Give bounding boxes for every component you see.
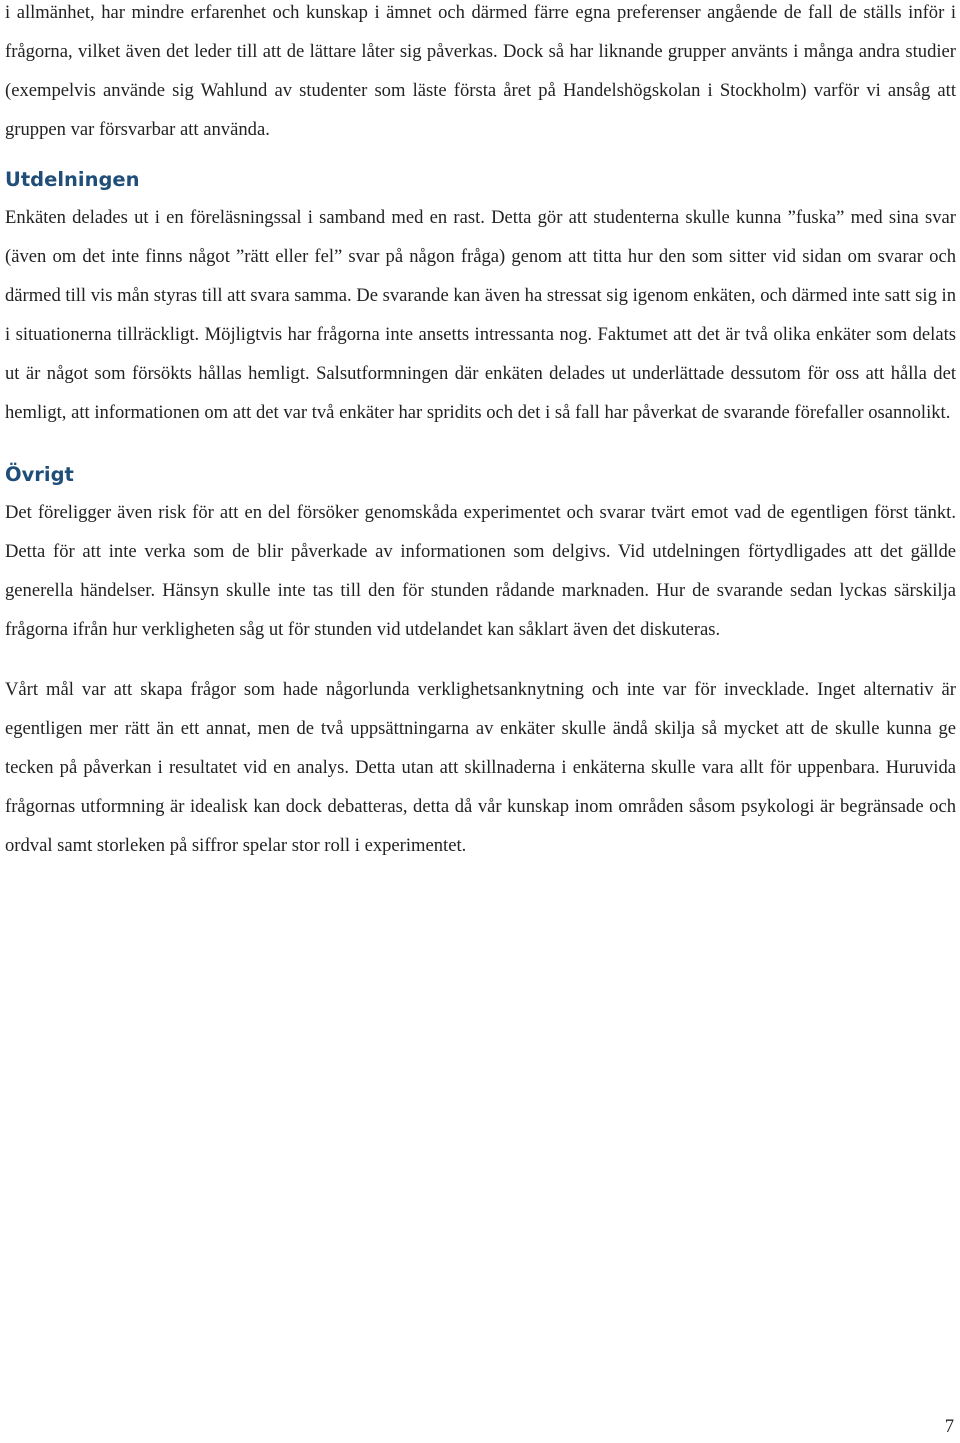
paragraph-spacer bbox=[5, 649, 956, 670]
paragraph-ovrigt-1: Det föreligger även risk för att en del försöker genomskåda experimentet och svarar tvärt emot vad de egentligen först tänkt. Detta för att inte verka som de blir påverkade av informationen som delgivs. Vid utdelningen förtydligades att det gällde generella händelser. Hänsyn skulle inte tas till den för stunden rådande marknaden. Hur de svarande sedan lyckas särskilja frågorna ifrån hur verkligheten såg ut för stunden vid utdelandet kan såklart även det diskuteras. bbox=[5, 502, 956, 640]
page-number: 7 bbox=[944, 1416, 954, 1437]
heading-utdelningen: Utdelningen bbox=[5, 168, 140, 191]
document-page bbox=[5, 0, 956, 865]
paragraph-ovrigt-2: Vårt mål var att skapa frågor som hade någorlunda verklighetsanknytning och inte var för invecklade. Inget alternativ är egentligen mer rätt än ett annat, men de två uppsättningarna av enkäter skulle ändå skilja så mycket att de skulle kunna ge tecken på påverkan i resultatet vid en analys. Detta utan att skillnaderna i enkäterna skulle vara allt för uppenbara. Huruvida frågornas utformning är idealisk kan dock debatteras, detta då vår kunskap inom områden såsom psykologi är begränsade och ordval samt storleken på siffror spelar stor roll i experimentet. bbox=[5, 679, 956, 856]
paragraph-utdelningen: Enkäten delades ut i en föreläsningssal i samband med en rast. Detta gör att studenterna skulle kunna ”fuska” med sina svar (även om det inte finns något ”rätt eller fel” svar på någon fråga) genom att titta hur den som sitter vid sidan om svarar och därmed till vis mån styras till att svara samma. De svarande kan även ha stressat sig igenom enkäten, och därmed inte satt sig in i situationerna tillräckligt. Möjligtvis har frågorna inte ansetts intressanta nog. Faktumet att det är två olika enkäter som delats ut är något som försökts hållas hemligt. Salsutformningen där enkäten delades ut underlättade dessutom för oss att hålla det hemligt, att informationen om att det var två enkäter har spridits och det i så fall har påverkat de svarande förefaller osannolikt. bbox=[5, 207, 956, 423]
heading-ovrigt: Övrigt bbox=[5, 463, 74, 486]
paragraph-intro: i allmänhet, har mindre erfarenhet och kunskap i ämnet och därmed färre egna preferenser angående de fall de ställs inför i frågorna, vilket även det leder till att de lättare låter sig påverkas. Dock så har liknande grupper använts i många andra studier (exempelvis använde sig Wahlund av studenter som läste första året på Handelshögskolan i Stockholm) varför vi ansåg att gruppen var försvarbar att använda. bbox=[5, 2, 956, 140]
